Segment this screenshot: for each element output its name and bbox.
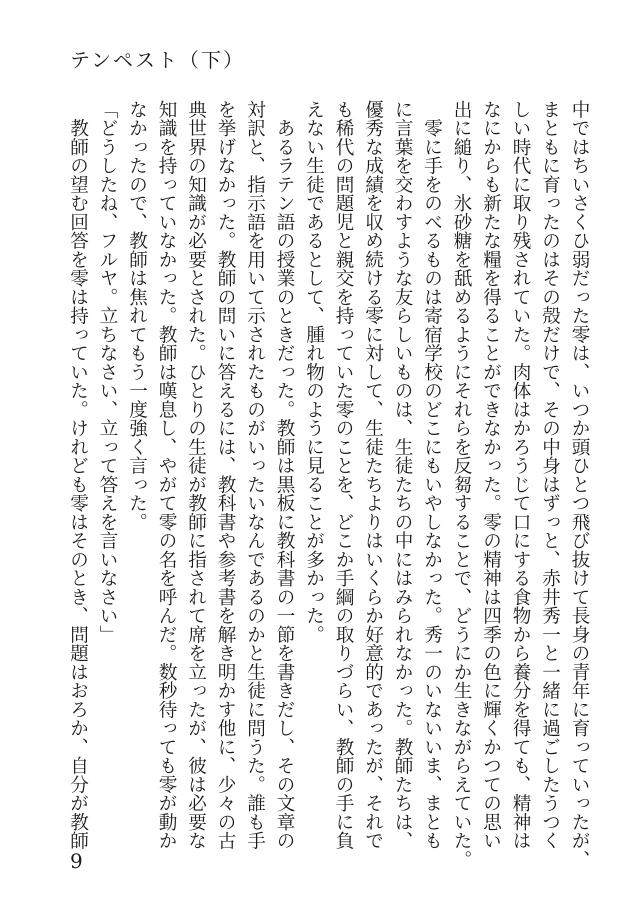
text-line: 教師の望む回答を零は持っていた。けれども零はそのとき、問題はおろか、自分が教師 (67, 100, 89, 850)
text-line: あるラテン語の授業のときだった。教師は黒板に教科書の一節を書きだし、その文章の (274, 100, 295, 850)
text-line: なにからも新たな糧を得ることができなかった。零の精神は四季の色に輝くかつての思い (480, 100, 502, 850)
text-line: 中ではちいさくひ弱だった零は、いつか頭ひとつ飛び抜けて長身の青年に育っていったが、 (569, 100, 590, 869)
text-line: 優秀な成績を収め続ける零に対して、生徒たちよりはいくらか好意的であったが、それで (362, 100, 384, 850)
body-text (63, 100, 594, 869)
text-line: しい時代に取り残されていた。肉体はかろうじて口にする食物から養分を得ても、精神は (510, 100, 531, 850)
text-line: 出に縋り、氷砂糖を舐めるようにそれらを反芻することで、どうにか生きながらえていた。 (451, 100, 472, 869)
text-line: 典世界の知識が必要とされた。ひとりの生徒が教師に指されて席を立ったが、彼は必要な (185, 100, 207, 850)
text-line: 知識を持っていなかった。教師は嘆息し、やがて零の名を呼んだ。数秒待っても零が動か (156, 100, 177, 850)
text-line: に言葉を交わすような友らしいものは、生徒たちの中にはみられなかった。教師たちは、 (392, 100, 413, 850)
text-line: なかったので、教師は焦れてもう一度強く言った。 (126, 100, 148, 532)
text-line: まともに育ったのはその殻だけで、その中身はずっと、赤井秀一と一緒に過ごしたうつく (539, 100, 561, 850)
text-line: 対訳と、指示語を用いて示されたものがいったいなんであるのかと生徒に問うた。誰も手 (244, 100, 266, 850)
page-number: 9 (70, 849, 83, 873)
text-line: を挙げなかった。教師の問いに答えるには、教科書や参考書を解き明かす他に、少々の古 (215, 100, 236, 850)
text-line: も稀代の問題児と親交を持っていた零のことを、どこか手綱の取りづらい、教師の手に負 (333, 100, 354, 850)
text-line: 「どうしたね、フルヤ。立ちなさい、立って答えを言いなさい」 (97, 100, 118, 644)
text-line: えない生徒であるとして、腫れ物のように見ることが多かった。 (303, 100, 325, 644)
text-line: 零に手をのべるものは寄宿学校のどこにもいやしなかった。秀一のいないいま、まとも (421, 100, 443, 850)
running-title: テンペスト（下） (70, 48, 245, 72)
